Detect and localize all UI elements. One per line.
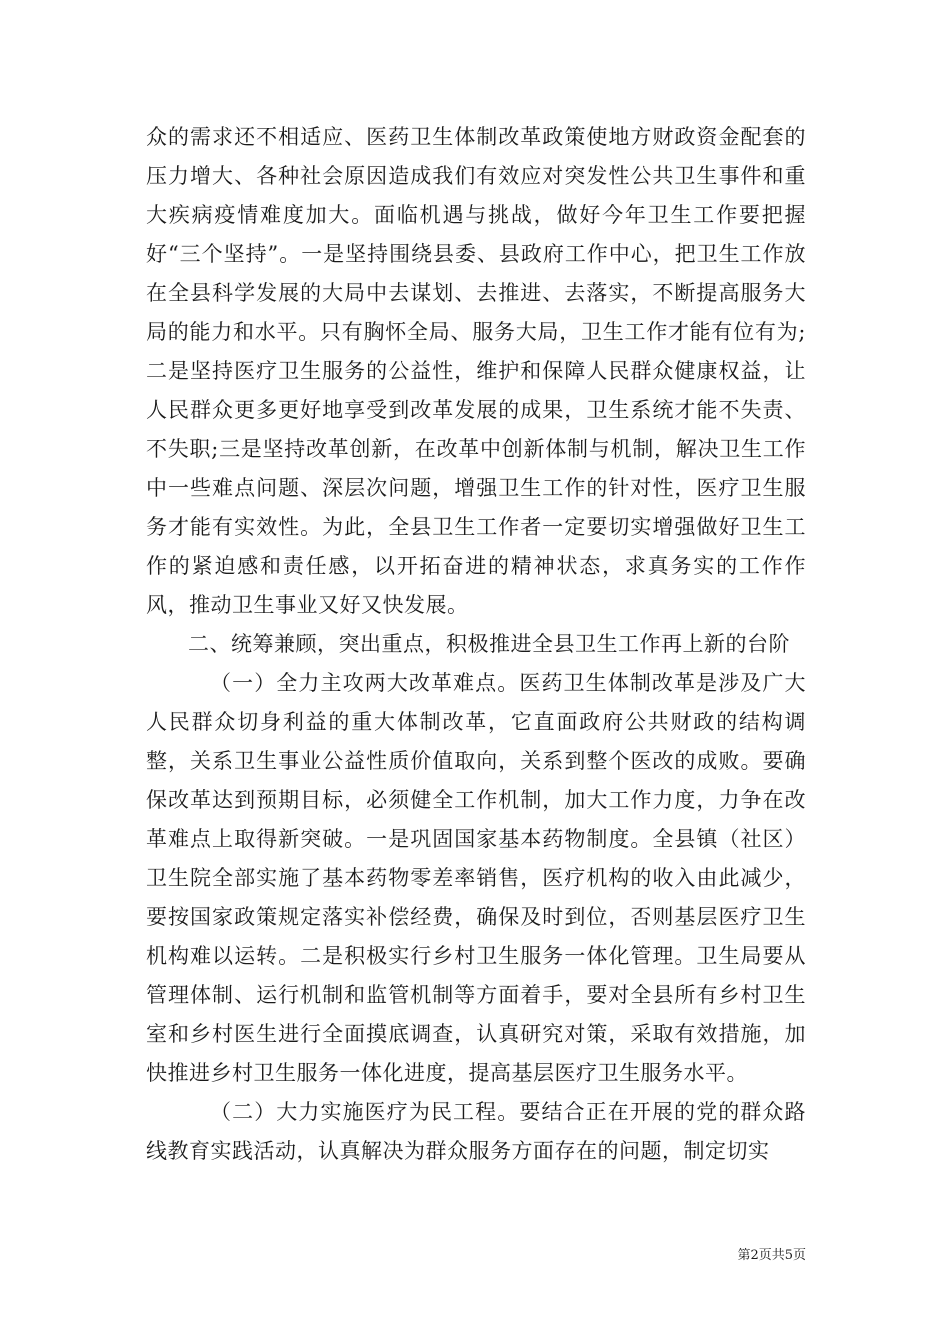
section-heading: 二、统筹兼顾，突出重点，积极推进全县卫生工作再上新的台阶 — [188, 632, 790, 656]
paragraph-subsection-1: （一）全力主攻两大改革难点。医药卫生体制改革是涉及广大人民群众切身利益的重大体制改革，它直面政府公共财政的结构调整，关系卫生事业公益性质价值取向，关系到整个医改的成败。要确保改革达到预期目标，必须健全工作机制，加大工作力度，力争在改革难点上取得新突破。一是巩固国家基本药物制度。全县镇（社区）卫生院全部实施了基本药物零差率销售，医疗机构的收入由此减少，要按国家政策规定落实补偿经费，确保及时到位，否则基层医疗卫生机构难以运转。二是积极实行乡村卫生服务一体化管理。卫生局要从管理体制、运行机制和监管机制等方面着手，要对全县所有乡村卫生室和乡村医生进行全面摸底调查，认真研究对策，采取有效措施，加快推进乡村卫生服务一体化进度，提高基层医疗卫生服务水平。 — [146, 671, 806, 1085]
paragraph-subsection-2: （二）大力实施医疗为民工程。要结合正在开展的党的群众路线教育实践活动，认真解决为群众服务方面存在的问题，制定切实 — [146, 1100, 806, 1163]
paragraph-continuation: 众的需求还不相适应、医药卫生体制改革政策使地方财政资金配套的压力增大、各种社会原因造成我们有效应对突发性公共卫生事件和重大疾病疫情难度加大。面临机遇与挑战，做好今年卫生工作要把握好“三个坚持”。一是坚持围绕县委、县政府工作中心，把卫生工作放在全县科学发展的大局中去谋划、去推进、去落实，不断提高服务大局的能力和水平。只有胸怀全局、服务大局，卫生工作才能有位有为;二是坚持医疗卫生服务的公益性，维护和保障人民群众健康权益，让人民群众更多更好地享受到改革发展的成果，卫生系统才能不失责、不失职;三是坚持改革创新，在改革中创新体制与机制，解决卫生工作中一些难点问题、深层次问题，增强卫生工作的针对性，医疗卫生服务才能有实效性。为此，全县卫生工作者一定要切实增强做好卫生工作的紧迫感和责任感，以开拓奋进的精神状态，求真务实的工作作风，推动卫生事业又好又快发展。 — [146, 125, 806, 617]
document-body — [146, 118, 806, 1171]
page-number-footer: 第2页共5页 — [737, 1248, 806, 1263]
